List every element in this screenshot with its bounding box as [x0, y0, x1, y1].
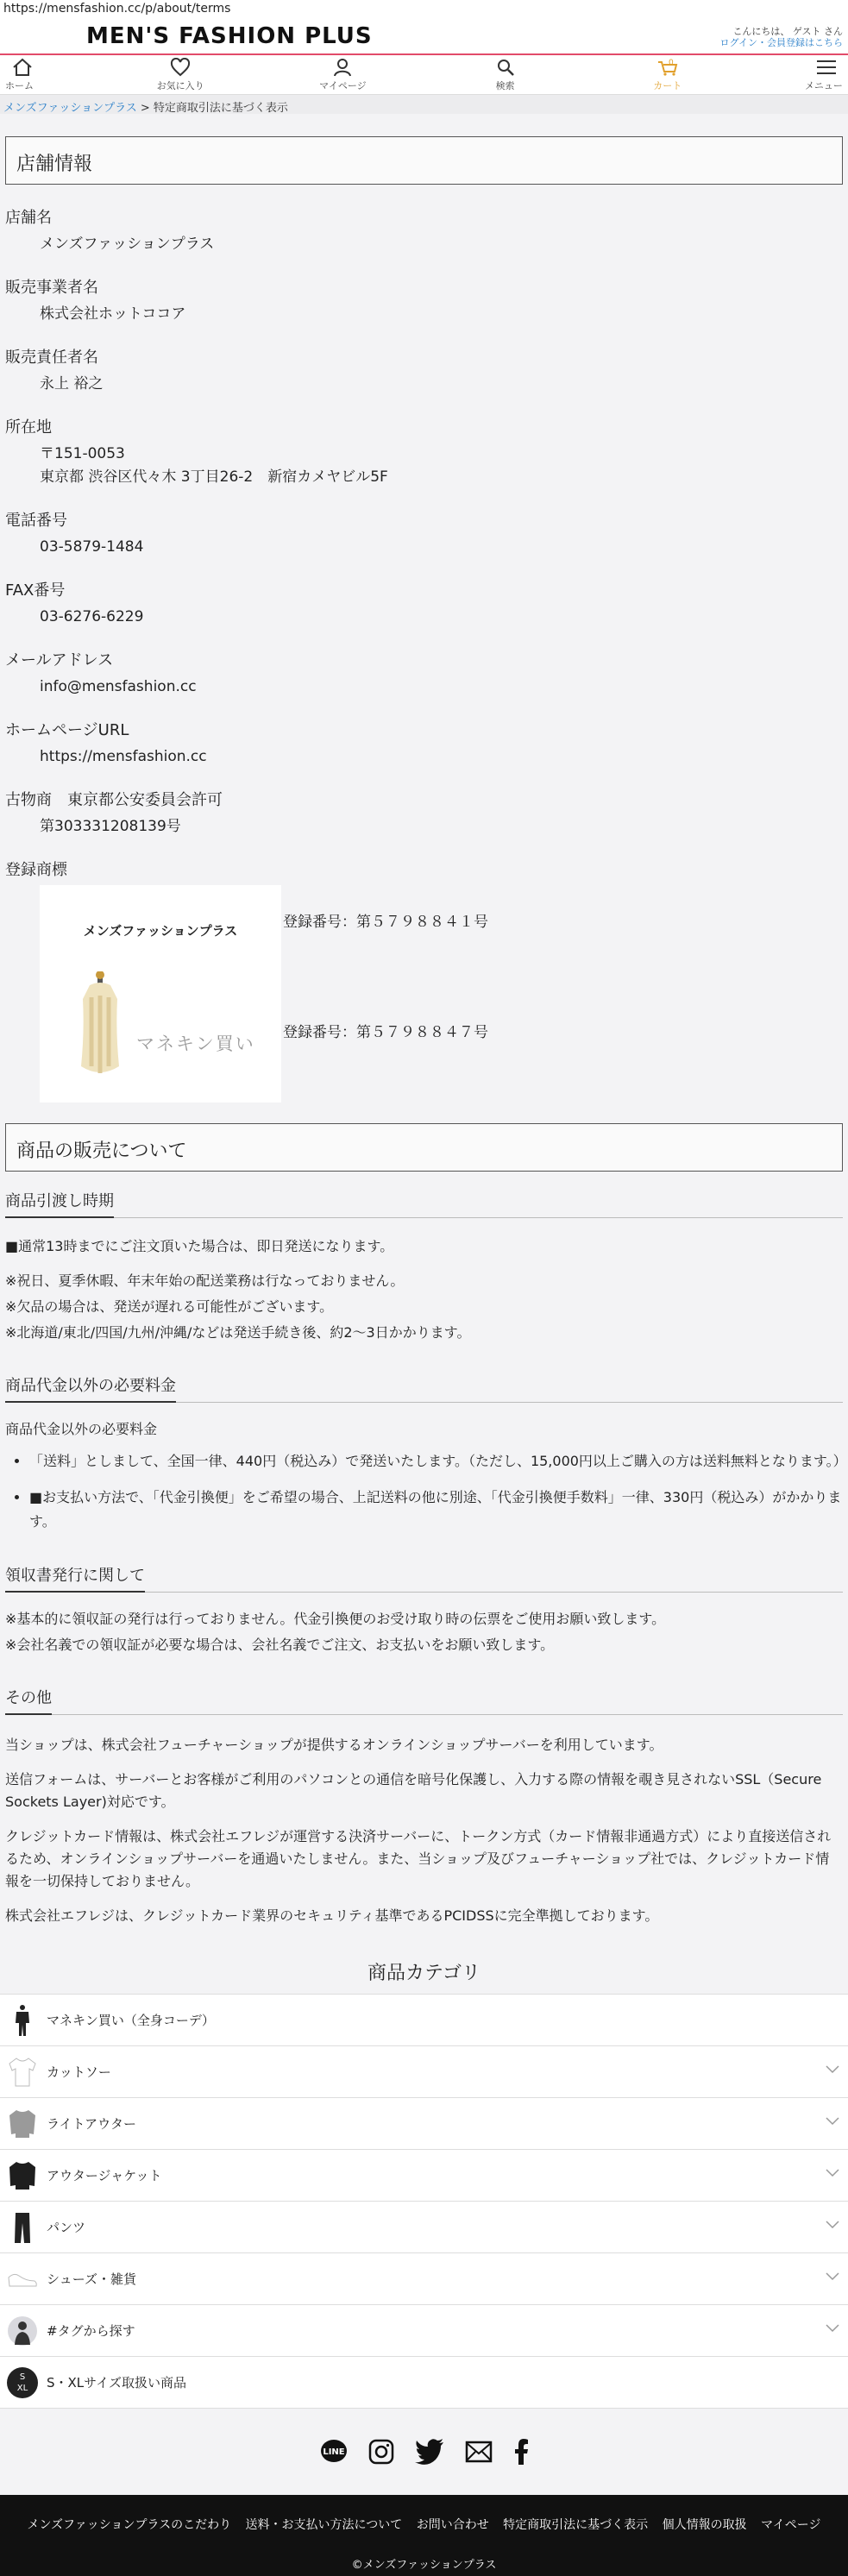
- trademark-block: [40, 885, 843, 1103]
- category-list: [0, 1994, 848, 2409]
- nav-search-label: 検索: [495, 79, 515, 91]
- size-badge-xl: XL: [16, 2383, 28, 2393]
- fax-label: FAX番号: [5, 581, 66, 600]
- delivery-p1: ■通常13時までにご注文頂いた場合は、即日発送になります。: [5, 1238, 394, 1254]
- category-pants[interactable]: [0, 2201, 848, 2252]
- category-label: マネキン買い（全身コーデ）: [47, 2013, 215, 2028]
- antique-label: 古物商 東京都公安委員会許可: [5, 791, 223, 809]
- nav-favorites-label: お気に入り: [156, 79, 204, 91]
- fee-title: [5, 1373, 843, 1403]
- category-label: #タグから探す: [47, 2323, 135, 2339]
- email-value: info@mensfashion.cc: [40, 678, 197, 695]
- nav-cart-label: カート: [653, 79, 682, 91]
- category-label: パンツ: [47, 2220, 86, 2235]
- address-bar[interactable]: https://mensfashion.cc/p/about/terms: [0, 0, 848, 17]
- receipt-title: [5, 1563, 843, 1593]
- jacket-icon: [7, 2158, 38, 2193]
- footer-link-mypage[interactable]: マイページ: [761, 2518, 821, 2532]
- footer-link-contact[interactable]: お問い合わせ: [416, 2518, 489, 2532]
- category-cutsew[interactable]: [0, 2045, 848, 2097]
- homepage-label: ホームページURL: [5, 721, 129, 739]
- fee-item-cod: • ■お支払い方法で、「代金引換便」をご希望の場合、上記送料の他に別途、「代金引換便手数料」一律、330円（税込み）がかかります。: [29, 1486, 843, 1534]
- cart-icon: [656, 58, 680, 77]
- line-icon[interactable]: [320, 2438, 348, 2466]
- trademark-logo-text2: マネキン買い: [136, 1034, 255, 1054]
- twitter-icon[interactable]: [415, 2439, 444, 2465]
- receipt-title-text: 領収書発行に関して: [5, 1563, 145, 1593]
- greeting-text: こんにちは、 ゲスト さん: [732, 26, 843, 37]
- fee-item-shipping: • 「送料」としまして、全国一律、440円（税込み）で発送いたします。（ただし、15,000円以上ご購入の方は送料無料となります。）: [29, 1449, 843, 1473]
- cart-count: 0: [668, 58, 674, 67]
- footer-links: [0, 2516, 848, 2533]
- fax-value: 03-6276-6229: [40, 608, 144, 625]
- email-label: メールアドレス: [5, 651, 114, 669]
- shop-info-list: [5, 205, 843, 1103]
- trademark-logo-text: メンズファッションプラス: [83, 923, 238, 939]
- outfit-icon: [7, 2003, 38, 2038]
- footer-link-commitment[interactable]: メンズファッションプラスのこだわり: [27, 2518, 232, 2532]
- nav-mypage[interactable]: [304, 58, 381, 92]
- mannequin-icon: [66, 971, 135, 1084]
- footer-link-terms[interactable]: 特定商取引法に基づく表示: [503, 2518, 649, 2532]
- chevron-down-icon: [826, 2272, 839, 2281]
- nav-search[interactable]: [467, 58, 544, 92]
- shirt-icon: [7, 2055, 38, 2089]
- main-nav: [0, 53, 848, 95]
- copyright: ©メンズファッションプラス: [351, 2559, 497, 2572]
- seller-label: 販売事業者名: [5, 279, 98, 297]
- sales-title: 商品の販売について: [5, 1123, 843, 1172]
- breadcrumb-home[interactable]: メンズファッションプラス: [3, 102, 137, 115]
- category-label: ライトアウター: [47, 2116, 136, 2132]
- user-icon: [332, 58, 353, 77]
- tag-icon: [7, 2314, 38, 2348]
- heart-icon: [170, 58, 191, 77]
- other-p3: クレジットカード情報は、株式会社エフレジが運営する決済サーバーに、トークン方式（カード情報非通過方式）により直接送信されるため、オンラインショップサーバーを通過いたしません。また、当ショップ及びフューチャーショップ社では、クレジットカード情報を一切保持しておりません。: [5, 1828, 832, 1889]
- chevron-down-icon: [826, 2117, 839, 2126]
- category-shoes[interactable]: [0, 2252, 848, 2304]
- other-p1: 当ショップは、株式会社フューチャーショップが提供するオンラインショップサーバーを利用しています。: [5, 1737, 663, 1753]
- shop-name-value: メンズファッションプラス: [40, 236, 215, 253]
- chevron-down-icon: [826, 2169, 839, 2177]
- delivery-p2: ※祝日、夏季休暇、年末年始の配送業務は行なっておりません。: [5, 1272, 405, 1289]
- nav-menu[interactable]: [791, 58, 843, 92]
- instagram-icon[interactable]: [368, 2439, 394, 2465]
- nav-mypage-label: マイページ: [319, 79, 367, 91]
- menu-icon: [815, 58, 838, 77]
- other-title-text: その他: [5, 1686, 52, 1715]
- search-icon: [495, 58, 516, 77]
- phone-label: 電話番号: [5, 512, 67, 530]
- footer: [0, 2495, 848, 2576]
- chevron-down-icon: [826, 2065, 839, 2074]
- seller-value: 株式会社ホットココア: [40, 305, 186, 323]
- phone-value: 03-5879-1484: [40, 538, 144, 556]
- category-label: アウタージャケット: [47, 2168, 162, 2183]
- site-logo[interactable]: MEN'S FASHION PLUS: [86, 23, 373, 49]
- receipt-p2: ※会社名義での領収証が必要な場合は、会社名義でご注文、お支払いをお願い致します。: [5, 1637, 555, 1653]
- nav-home[interactable]: [5, 58, 57, 92]
- home-icon: [12, 58, 33, 77]
- chevron-down-icon: [826, 2221, 839, 2229]
- antique-number: 第303331208139号: [40, 818, 181, 835]
- site-header: [0, 17, 848, 53]
- manager-label: 販売責任者名: [5, 349, 98, 367]
- footer-link-shipping[interactable]: 送料・お支払い方法について: [245, 2518, 403, 2532]
- breadcrumb-sep: >: [140, 102, 150, 115]
- category-tags[interactable]: [0, 2304, 848, 2356]
- trademark-image: [40, 885, 281, 1103]
- other-p2: 送信フォームは、サーバーとお客様がご利用のパソコンとの通信を暗号化保護し、入力する際の情報を覗き見されないSSL（Secure Sockets Layer)対応です。: [5, 1771, 822, 1810]
- fee-title-text: 商品代金以外の必要料金: [5, 1373, 176, 1403]
- category-outfit[interactable]: [0, 1994, 848, 2045]
- social-links: [0, 2409, 848, 2495]
- trademark-label: 登録商標: [5, 861, 67, 879]
- delivery-title: [5, 1189, 843, 1218]
- category-label: S・XLサイズ取扱い商品: [47, 2375, 186, 2391]
- nav-menu-label: メニュー: [804, 79, 843, 91]
- delivery-title-text: 商品引渡し時期: [5, 1189, 114, 1218]
- nav-cart[interactable]: [629, 58, 707, 92]
- manager-value: 永上 裕之: [40, 375, 104, 393]
- trademark-numbers: [281, 885, 488, 1051]
- category-jacket[interactable]: [0, 2149, 848, 2201]
- homepage-value: https://mensfashion.cc: [40, 748, 207, 765]
- size-badge-s: S: [19, 2372, 26, 2382]
- category-label: カットソー: [47, 2064, 111, 2080]
- fee-list: [5, 1449, 847, 1534]
- other-p4: 株式会社エフレジは、クレジットカード業界のセキュリティ基準であるPCIDSSに完全準拠しております。: [5, 1907, 659, 1924]
- main-content: [0, 136, 848, 1927]
- delivery-p4: ※北海道/東北/四国/九州/沖縄/などは発送手続き後、約2〜3日かかります。: [5, 1324, 471, 1341]
- greeting: [720, 26, 843, 48]
- delivery-p3: ※欠品の場合は、発送が遅れる可能性がございます。: [5, 1298, 334, 1315]
- category-light-outer[interactable]: [0, 2097, 848, 2149]
- postal-code: 〒151-0053: [40, 445, 125, 462]
- breadcrumb: [0, 95, 848, 114]
- address-value: [40, 443, 843, 489]
- shop-info-title: 店舗情報: [5, 136, 843, 185]
- trademark-number-2: 登録番号：第５７９８８４７号: [283, 1024, 488, 1041]
- mail-icon[interactable]: [465, 2441, 493, 2463]
- breadcrumb-current: 特定商取引法に基づく表示: [153, 102, 288, 115]
- footer-link-privacy[interactable]: 個人情報の取扱: [662, 2518, 747, 2532]
- nav-home-label: ホーム: [5, 79, 34, 91]
- nav-favorites[interactable]: [141, 58, 219, 92]
- other-title: [5, 1686, 843, 1715]
- street-address: 東京都 渋谷区代々木 3丁目26-2 新宿カメヤビル5F: [40, 468, 388, 486]
- shop-name-label: 店舗名: [5, 209, 52, 227]
- chevron-down-icon: [826, 2324, 839, 2333]
- line-text: LINE: [322, 2447, 345, 2457]
- category-label: シューズ・雑貨: [47, 2271, 136, 2287]
- light-outer-icon: [7, 2107, 38, 2141]
- fee-p1: 商品代金以外の必要料金: [5, 1421, 158, 1437]
- category-size[interactable]: [0, 2356, 848, 2409]
- address-label: 所在地: [5, 418, 52, 437]
- category-title: 商品カテゴリ: [367, 1963, 481, 1984]
- shoes-icon: [7, 2262, 38, 2296]
- trademark-number-1: 登録番号：第５７９８８４１号: [283, 914, 488, 931]
- size-icon: [7, 2366, 38, 2400]
- login-link[interactable]: ログイン・会員登録はこちら: [719, 37, 843, 48]
- pants-icon: [7, 2210, 38, 2245]
- receipt-p1: ※基本的に領収証の発行は行っておりません。代金引換便のお受け取り時の伝票をご使用お願い致します。: [5, 1611, 666, 1627]
- facebook-icon[interactable]: [513, 2439, 529, 2465]
